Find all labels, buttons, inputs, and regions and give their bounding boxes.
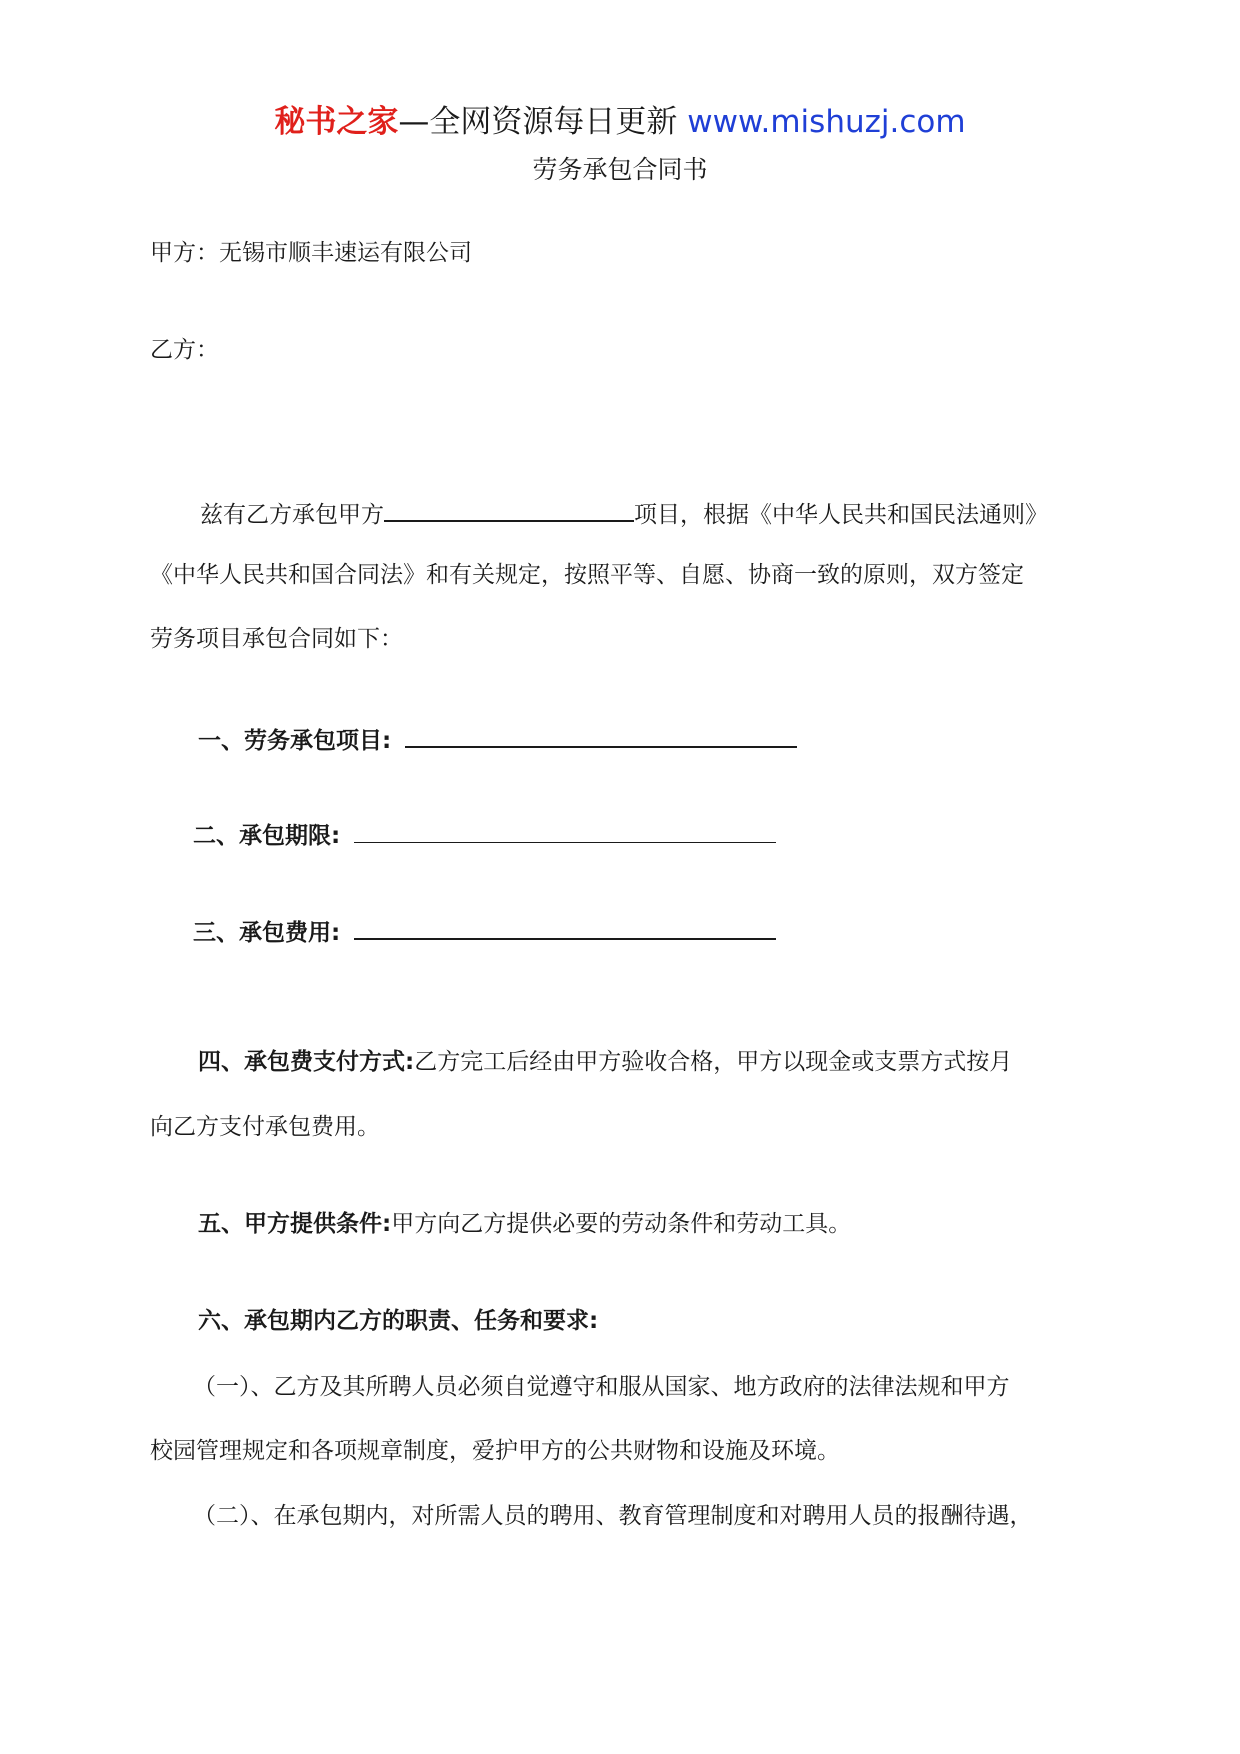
section-6-heading: 六、承包期内乙方的职责、任务和要求: [198,1308,599,1334]
intro-line-3: 劳务项目承包合同如下： [150,626,403,652]
clause-1-line-2: 校园管理规定和各项规章制度，爱护甲方的公共财物和设施及环境。 [150,1438,840,1464]
site-brand: 秘书之家 [274,104,399,140]
intro-line-2: 《中华人民共和国合同法》和有关规定，按照平等、自愿、协商一致的原则，双方签定 [150,562,1024,588]
party-a-line: 甲方：无锡市顺丰速运有限公司 [150,240,472,266]
project-blank[interactable] [384,494,634,522]
section-3-label: 三、承包费用: [193,920,341,946]
intro-line-1 [200,494,1048,532]
section-4-line-2: 向乙方支付承包费用。 [150,1114,380,1140]
section-3-blank[interactable] [354,912,776,940]
clause-1-line-1: （一）、乙方及其所聘人员必须自觉遵守和服从国家、地方政府的法律法规和甲方 [193,1374,1010,1400]
section-2-label: 二、承包期限: [193,823,341,849]
section-1-blank[interactable] [405,720,797,748]
site-header [0,100,1240,144]
site-url-link[interactable]: www.mishuzj.com [687,104,966,140]
intro-text-a: 兹有乙方承包甲方 [200,502,384,528]
intro-text-b: 项目，根据《中华人民共和国民法通则》 [634,502,1048,528]
site-tagline: —全网资源每日更新 [398,104,688,140]
section-4-line-1 [198,1045,1012,1079]
section-5-label: 五、甲方提供条件: [198,1211,392,1237]
section-5 [198,1207,851,1241]
section-2-blank[interactable] [354,816,776,843]
section-4-label: 四、承包费支付方式: [198,1049,415,1075]
section-1-label: 一、劳务承包项目: [198,728,392,754]
document-title: 劳务承包合同书 [532,155,708,184]
section-5-text: 甲方向乙方提供必要的劳动条件和劳动工具。 [391,1211,852,1237]
section-1 [198,720,797,758]
section-4-text: 乙方完工后经由甲方验收合格，甲方以现金或支票方式按月 [414,1049,1013,1075]
clause-2-line-1: （二）、在承包期内，对所需人员的聘用、教育管理制度和对聘用人员的报酬待遇， [193,1503,1033,1529]
section-2 [193,816,776,853]
party-b-line: 乙方： [150,337,219,363]
section-3 [193,912,776,950]
